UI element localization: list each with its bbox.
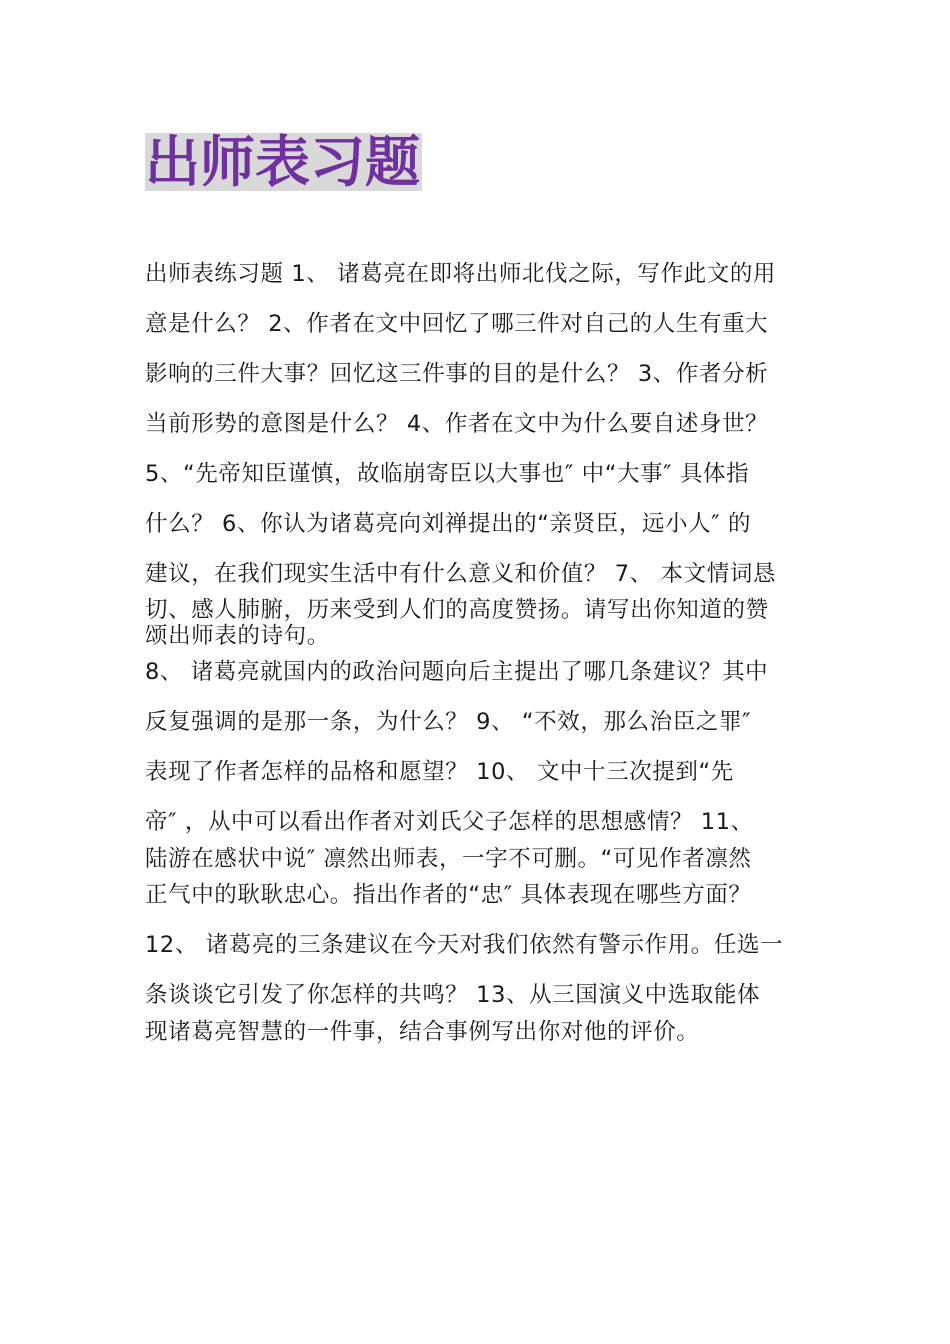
text-line-3: 影响的三件大事？回忆这三件事的目的是什么？ 3、作者分析 xyxy=(145,361,769,387)
text-line-4: 当前形势的意图是什么？ 4、作者在文中为什么要自述身世？ xyxy=(145,411,769,437)
text-line-9: 颂出师表的诗句。 xyxy=(145,623,330,649)
page-title: 出师表习题 xyxy=(145,130,421,194)
text-line-15: 正气中的耿耿忠心。指出作者的“忠″ 具体表现在哪些方面？ xyxy=(145,882,752,908)
text-line-12: 表现了作者怎样的品格和愿望？ 10、 文中十三次提到“先 xyxy=(145,759,734,785)
text-line-5: 5、“先帝知臣谨慎，故临崩寄臣以大事也″ 中“大事″ 具体指 xyxy=(145,461,750,487)
text-line-8: 切、感人肺腑，历来受到人们的高度赞扬。请写出你知道的赞 xyxy=(145,597,769,623)
text-line-11: 反复强调的是那一条，为什么？ 9、 “不效，那么治臣之罪″ xyxy=(145,709,752,735)
text-line-14: 陆游在感状中说″ 凛然出师表，一字不可删。“可见作者凛然 xyxy=(145,846,752,872)
text-line-1: 出师表练习题 1、 诸葛亮在即将出师北伐之际，写作此文的用 xyxy=(145,261,777,287)
text-line-6: 什么？ 6、你认为诸葛亮向刘禅提出的“亲贤臣，远小人″ 的 xyxy=(145,511,752,537)
text-line-2: 意是什么？ 2、作者在文中回忆了哪三件对自己的人生有重大 xyxy=(145,311,769,337)
text-line-17: 条谈谈它引发了你怎样的共鸣？ 13、从三国演义中选取能体 xyxy=(145,982,761,1008)
text-line-18: 现诸葛亮智慧的一件事，结合事例写出你对他的评价。 xyxy=(145,1019,700,1045)
title-highlight xyxy=(145,130,422,194)
text-line-7: 建议，在我们现实生活中有什么意义和价值？ 7、 本文情词恳 xyxy=(145,561,777,587)
text-line-16: 12、 诸葛亮的三条建议在今天对我们依然有警示作用。任选一 xyxy=(145,932,784,958)
text-line-10: 8、 诸葛亮就国内的政治问题向后主提出了哪几条建议？其中 xyxy=(145,659,769,685)
text-line-13: 帝″ ，从中可以看出作者对刘氏父子怎样的思想感情？ 11、 xyxy=(145,809,754,835)
